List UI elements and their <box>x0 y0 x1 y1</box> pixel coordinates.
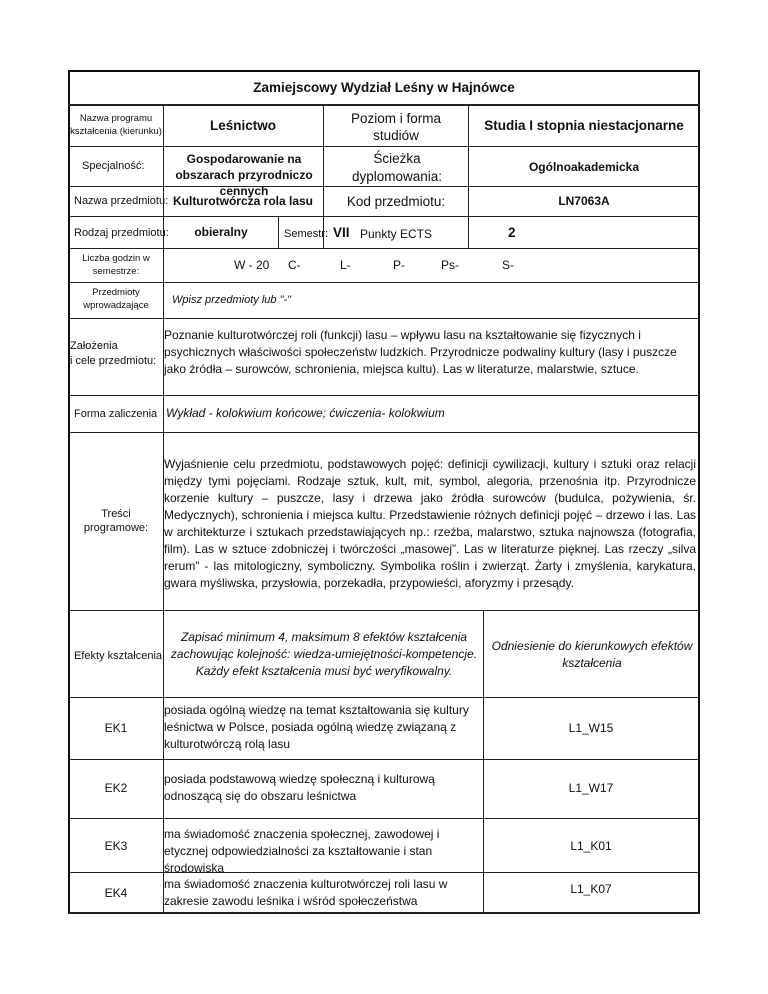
outcome-id: EK3 <box>104 839 128 853</box>
outcome-ref: L1_K01 <box>570 839 612 853</box>
path-value: Ogólnoakademicka <box>528 160 640 174</box>
semester-label: Semestr: <box>284 228 329 240</box>
program-value: Leśnictwo <box>209 118 276 133</box>
outcomes-instruction: Zapisać minimum 4, maksimum 8 efektów kształcenia zachowując kolejność: wiedza-umiejętności-kompetencje. Każdy efekt kształcenia musi być weryfikowalny. <box>170 630 478 678</box>
subject-label: Nazwa przedmiotu: <box>74 195 169 207</box>
ects-label: Punkty ECTS <box>359 227 433 241</box>
outcome-text: ma świadomość znaczenia społecznej, zawodowej i etycznej odpowiedzialności za kształtowanie i stan środowiska <box>164 827 440 875</box>
outcome-ref: L1_W17 <box>568 781 614 795</box>
col-semester-divider <box>278 216 279 248</box>
outcome-id: EK2 <box>104 781 128 795</box>
type-label: Rodzaj przedmiotu: <box>74 227 169 239</box>
hours-c: C- <box>288 258 301 272</box>
type-value: obieralny <box>194 225 248 239</box>
subject-value: Kulturotwórcza rola lasu <box>172 194 314 208</box>
outcomes-reference-header: Odniesienie do kierunkowych efektów kształcenia <box>491 639 693 670</box>
specialty-value: Gospodarowanie na obszarach przyrodniczo cennych <box>175 152 313 198</box>
outcome-text: ma świadomość znaczenia kulturotwórczej roli lasu w zakresie zawodu leśnika i wśród społeczeństwa <box>164 877 448 908</box>
goals-label-line2: i cele przedmiotu: <box>70 355 157 367</box>
hours-s: S- <box>502 258 514 272</box>
level-label: Poziom i forma studiów <box>350 111 442 143</box>
page-title: Zamiejscowy Wydział Leśny w Hajnówce <box>253 80 515 95</box>
ects-value: 2 <box>508 225 516 240</box>
code-label: Kod przedmiotu: <box>346 194 446 209</box>
outcome-ref: L1_W15 <box>568 721 614 735</box>
hours-l: L- <box>340 258 351 272</box>
semester-value: VII <box>333 225 350 240</box>
assessment-value: Wykład - kolokwium końcowe; ćwiczenia- kolokwium <box>166 406 445 420</box>
content-label-line1: Treści <box>101 508 131 520</box>
content-label-line2: programowe: <box>83 522 149 534</box>
code-value: LN7063A <box>558 194 610 208</box>
assessment-label: Forma zaliczenia <box>74 408 158 420</box>
outcome-id: EK4 <box>104 886 128 900</box>
hours-w: W - 20 <box>234 258 270 272</box>
outcome-text: posiada podstawową wiedzę społeczną i kulturową odnoszącą się do obszaru leśnictwa <box>164 772 435 803</box>
goals-text: Poznanie kulturotwórczej roli (funkcji) lasu – wpływu lasu na kształtowanie się fizycznych i psychicznych właściwości społeczeństw ludzkich. Przyrodnicze podwaliny kultury (lasy i puszcze jako źródła – surowców, schronienia, miejsca kultu). Las w literaturze, malarstwie, sztuce. <box>164 328 677 376</box>
hours-ps: Ps- <box>441 258 459 272</box>
path-label: Ścieżka dyplomowania: <box>352 151 443 184</box>
outcome-id: EK1 <box>104 721 128 735</box>
goals-label-line1: Założenia <box>70 340 118 352</box>
hours-label: Liczba godzin w semestrze: <box>82 253 150 277</box>
level-value: Studia I stopnia niestacjonarne <box>484 118 684 133</box>
outcomes-label: Efekty kształcenia <box>74 650 163 662</box>
content-text: Wyjaśnienie celu przedmiotu, podstawowych pojęć: definicji cywilizacji, kultury i sztuki oraz relacji między tymi pojęciami. Rodzaje sztuk, kult, mit, symbol, alegoria, przenośnia itp. Przyrodnicze korzenie kultury – puszcze, lasy i drzewa jako źródła surowców (budulca, pożywienia, śr. Medycznych), schronienia i miejsca kultu. Przedstawienie różnych definicji pojęć – drzewo i las. Las w architekturze i sztukach przedstawiających np.: rzeźba, malarstwo, sztuka najnowsza (fotografia, film). Las w sztuce zdobniczej i twórczości „masowej”. Las w literaturze pięknej. Las rzeczy „silva rerum” - las mitologiczny, symboliczny. Symbolika roślin i zwierząt. Żarty i zmyślenia, karykatura, gwara myśliwska, przysłowia, porzekadła, przypowieści, aforyzmy i przesądy. <box>164 457 696 590</box>
prereq-label: Przedmioty wprowadzające <box>83 287 149 311</box>
rule-bottom <box>68 912 700 914</box>
specialty-label: Specjalność: <box>82 160 145 172</box>
program-label: Nazwa programu kształcenia (kierunku) <box>70 113 162 137</box>
prereq-value: Wpisz przedmioty lub "-" <box>172 294 292 306</box>
hours-p: P- <box>393 258 405 272</box>
outcome-ref: L1_K07 <box>570 882 612 896</box>
col-outcomes-ref-divider <box>483 610 484 912</box>
outcome-text: posiada ogólną wiedzę na temat kształtowania się kultury leśnictwa w Polsce, posiada ogólną wiedzę związaną z kulturotwórczą rolą lasu <box>164 703 469 751</box>
